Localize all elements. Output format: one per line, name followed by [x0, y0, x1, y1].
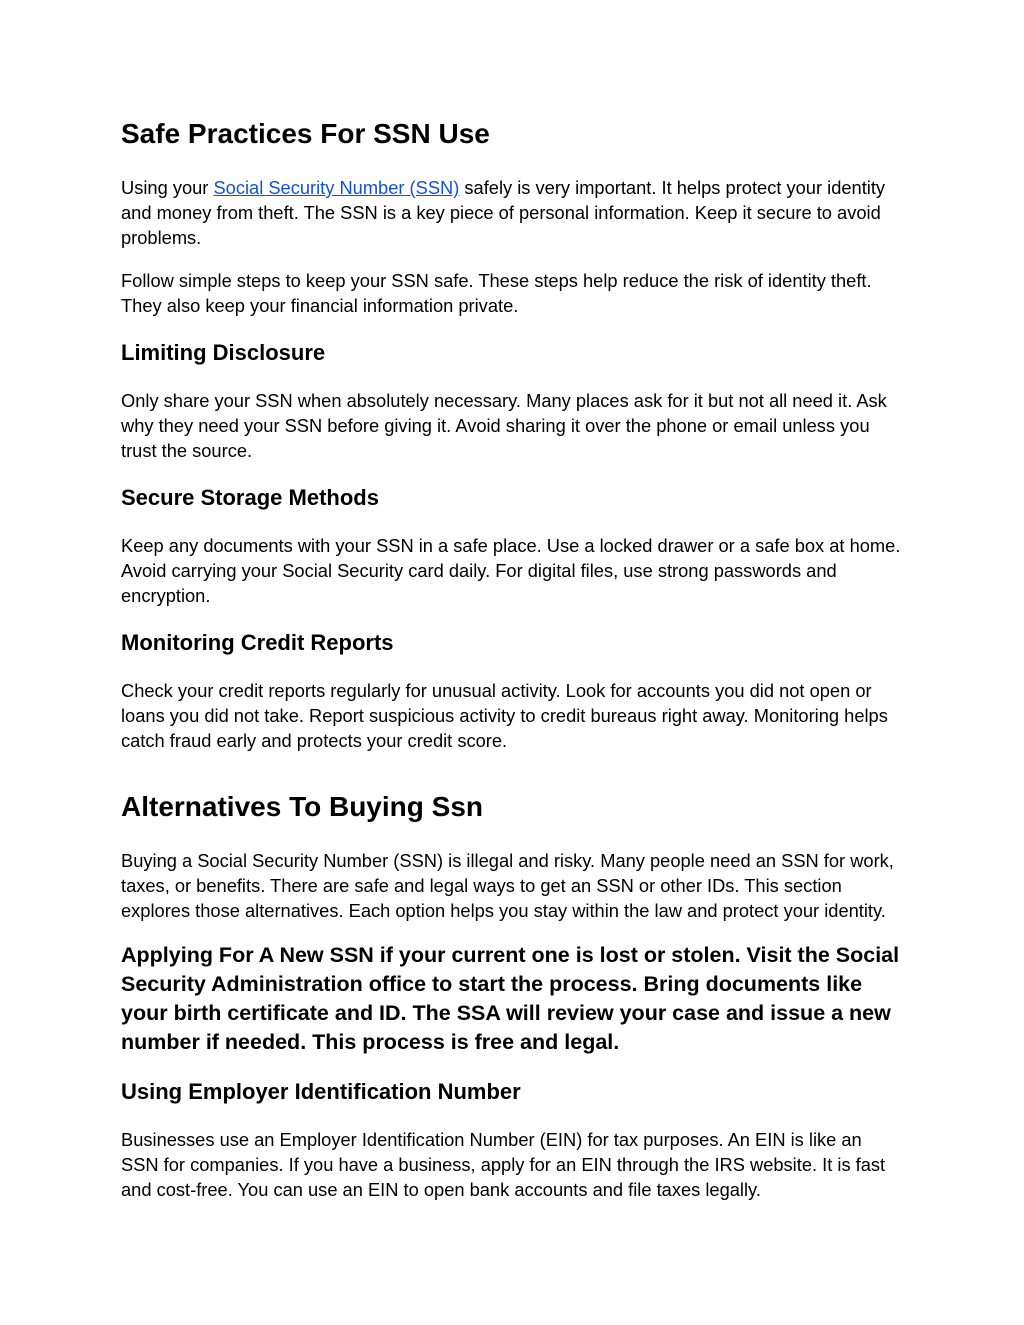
paragraph-limiting-disclosure: Only share your SSN when absolutely necessary. Many places ask for it but not all need it. Ask why they need your SSN before giving it. Avoid sharing it over the phone or email unless you trust the source. — [121, 390, 887, 461]
paragraph-intro-before-link: Using your — [121, 177, 214, 198]
paragraph-alternatives-intro: Buying a Social Security Number (SSN) is illegal and risky. Many people need an SSN for work, taxes, or benefits. There are safe and legal ways to get an SSN or other IDs. This section explores those alternatives. Each option helps you stay within the law and protect your identity. — [121, 850, 894, 921]
heading-secure-storage: Secure Storage Methods — [121, 485, 379, 510]
heading-limiting-disclosure: Limiting Disclosure — [121, 340, 326, 365]
paragraph-applying-new-ssn: Applying For A New SSN if your current one is lost or stolen. Visit the Social Security Administration office to start the process. Bring documents like your birth certificate and ID. The SSA will review your case and issue a new number if needed. This process is free and legal. — [121, 943, 900, 1054]
paragraph-follow-steps: Follow simple steps to keep your SSN safe. These steps help reduce the risk of identity theft. They also keep your financial information private. — [121, 270, 872, 316]
paragraph-secure-storage: Keep any documents with your SSN in a safe place. Use a locked drawer or a safe box at home. Avoid carrying your Social Security card daily. For digital files, use strong passwords and encryption. — [121, 535, 901, 606]
paragraph-monitoring-credit: Check your credit reports regularly for unusual activity. Look for accounts you did not open or loans you did not take. Report suspicious activity to credit bureaus right away. Monitoring helps catch fraud early and protects your credit score. — [121, 680, 888, 751]
paragraph-intro-after-link: safely is very important. It helps protect your identity and money from theft. The SSN is a key piece of personal information. Keep it secure to avoid problems. — [121, 177, 886, 248]
paragraph-using-ein: Businesses use an Employer Identification Number (EIN) for tax purposes. An EIN is like an SSN for companies. If you have a business, apply for an EIN through the IRS website. It is fast and cost-free. You can use an EIN to open bank accounts and file taxes legally. — [121, 1129, 886, 1200]
heading-using-ein: Using Employer Identification Number — [121, 1079, 521, 1104]
paragraph-intro — [121, 175, 903, 250]
heading-safe-practices: Safe Practices For SSN Use — [121, 118, 490, 149]
heading-alternatives: Alternatives To Buying Ssn — [121, 791, 483, 822]
heading-monitoring-credit: Monitoring Credit Reports — [121, 630, 394, 655]
ssn-link[interactable]: Social Security Number (SSN) — [213, 177, 460, 198]
